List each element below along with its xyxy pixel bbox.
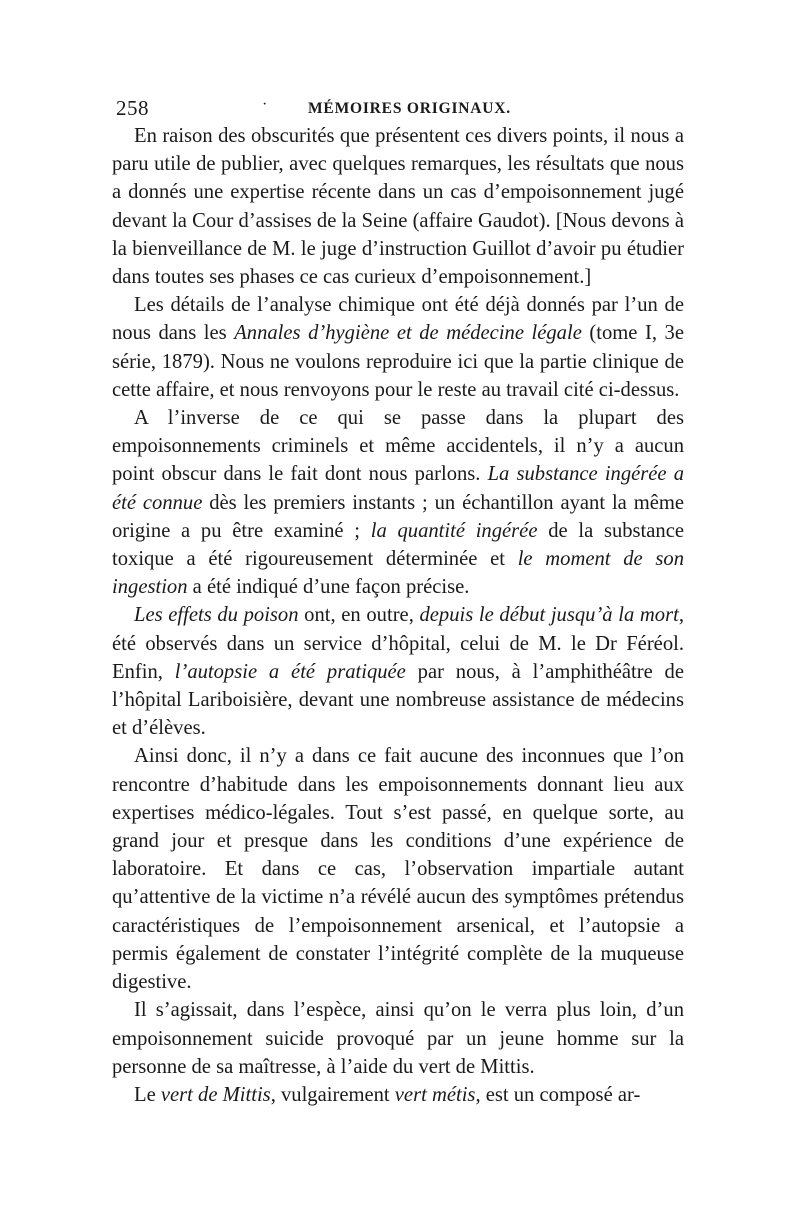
text-run: par nous, à l’amphithéâtre de l’hôpital Lariboisière, devant une nombreuse assistance de médecins et d’élèves.: [112, 660, 684, 740]
text-run: A l’inverse de ce qui se passe dans la plupart des empoisonnements criminels et même accidentels, il n’y a aucun point obscur dans le fait dont nous parlons.: [112, 407, 684, 486]
italic-text: l’autopsie a été pratiquée: [174, 660, 406, 683]
italic-text: vert de Mittis: [160, 1083, 271, 1106]
page-header: [112, 96, 684, 122]
text-run: ont, en outre,: [298, 604, 420, 627]
italic-text: depuis le début jusqu’à la mort: [419, 604, 679, 627]
text-run: , vulgairement: [270, 1083, 395, 1106]
text-run: En raison des obscurités que présentent ces divers points, il nous a paru utile de publier, avec quelques remarques, les résultats que nous a donnés une expertise récente dans un cas d’empoisonnement jugé devant la Cour d’assises de la Seine (affaire Gaudot). [Nous devons à la bienveillance de M. le juge d’instruction Guillot d’avoir pu étudier dans toutes ses phases ce cas curieux d’empoisonnement.]: [112, 125, 684, 289]
text-run: Les détails de l’analyse chimique ont été déjà donnés par l’un de nous dans les: [112, 294, 684, 345]
book-page: [112, 96, 684, 1109]
page-number: 258: [116, 96, 149, 120]
text-run: , été observés dans un service d’hôpital, celui de M. le Dr Féréol. Enfin,: [112, 604, 684, 683]
italic-text: le moment de son ingestion: [112, 548, 684, 599]
italic-text: Les effets du poison: [134, 604, 299, 627]
text-run: , est un composé ar-: [475, 1083, 641, 1106]
italic-text: Annales d’hygiène et de médecine légale: [234, 322, 582, 345]
text-run: de la substance toxique a été rigoureusement déterminée et: [112, 519, 685, 571]
text-run: Ainsi donc, il n’y a dans ce fait aucune des inconnues que l’on rencontre d’habitude dans les empoisonnements donnant lieu aux expertises médico-légales. Tout s’est passé, en quelque sorte, au grand jour et presque dans les conditions d’une expérience de laboratoire. Et dans ce cas, l’observation impartiale autant qu’attentive de la victime n’a révélé aucun des symptômes prétendus caractéristiques de l’empoisonnement arsenical, et l’autopsie a permis également de constater l’intégrité complète de la muqueuse digestive.: [112, 745, 684, 994]
paragraph: [112, 404, 684, 601]
paragraph: [112, 291, 684, 404]
text-run: Il s’agissait, dans l’espèce, ainsi qu’on le verra plus loin, d’un empoisonnement suicide provoqué par un jeune homme sur la personne de sa maîtresse, à l’aide du vert de Mittis.: [112, 999, 684, 1078]
italic-text: vert métis: [394, 1083, 476, 1106]
italic-text: la quantité ingérée: [370, 519, 538, 542]
body-text: [112, 122, 684, 1109]
paragraph: [112, 601, 684, 742]
paragraph: [112, 122, 684, 291]
header-dot: ·: [262, 96, 268, 113]
paragraph: [112, 742, 684, 996]
paragraph: [112, 996, 684, 1081]
italic-text: La substance ingérée a été connue: [112, 463, 684, 514]
paragraph: [112, 1081, 684, 1109]
text-run: dès les premiers instants ; un échantillon ayant la même origine a pu être examiné ;: [112, 491, 685, 542]
running-title: MÉMOIRES ORIGINAUX.: [308, 100, 511, 117]
text-run: (tome I, 3e série, 1879). Nous ne voulons reproduire ici que la partie clinique de cette affaire, et nous renvoyons pour le reste au travail cité ci-dessus.: [112, 322, 684, 401]
text-run: a été indiqué d’une façon précise.: [187, 576, 470, 599]
text-run: Le: [134, 1083, 161, 1106]
